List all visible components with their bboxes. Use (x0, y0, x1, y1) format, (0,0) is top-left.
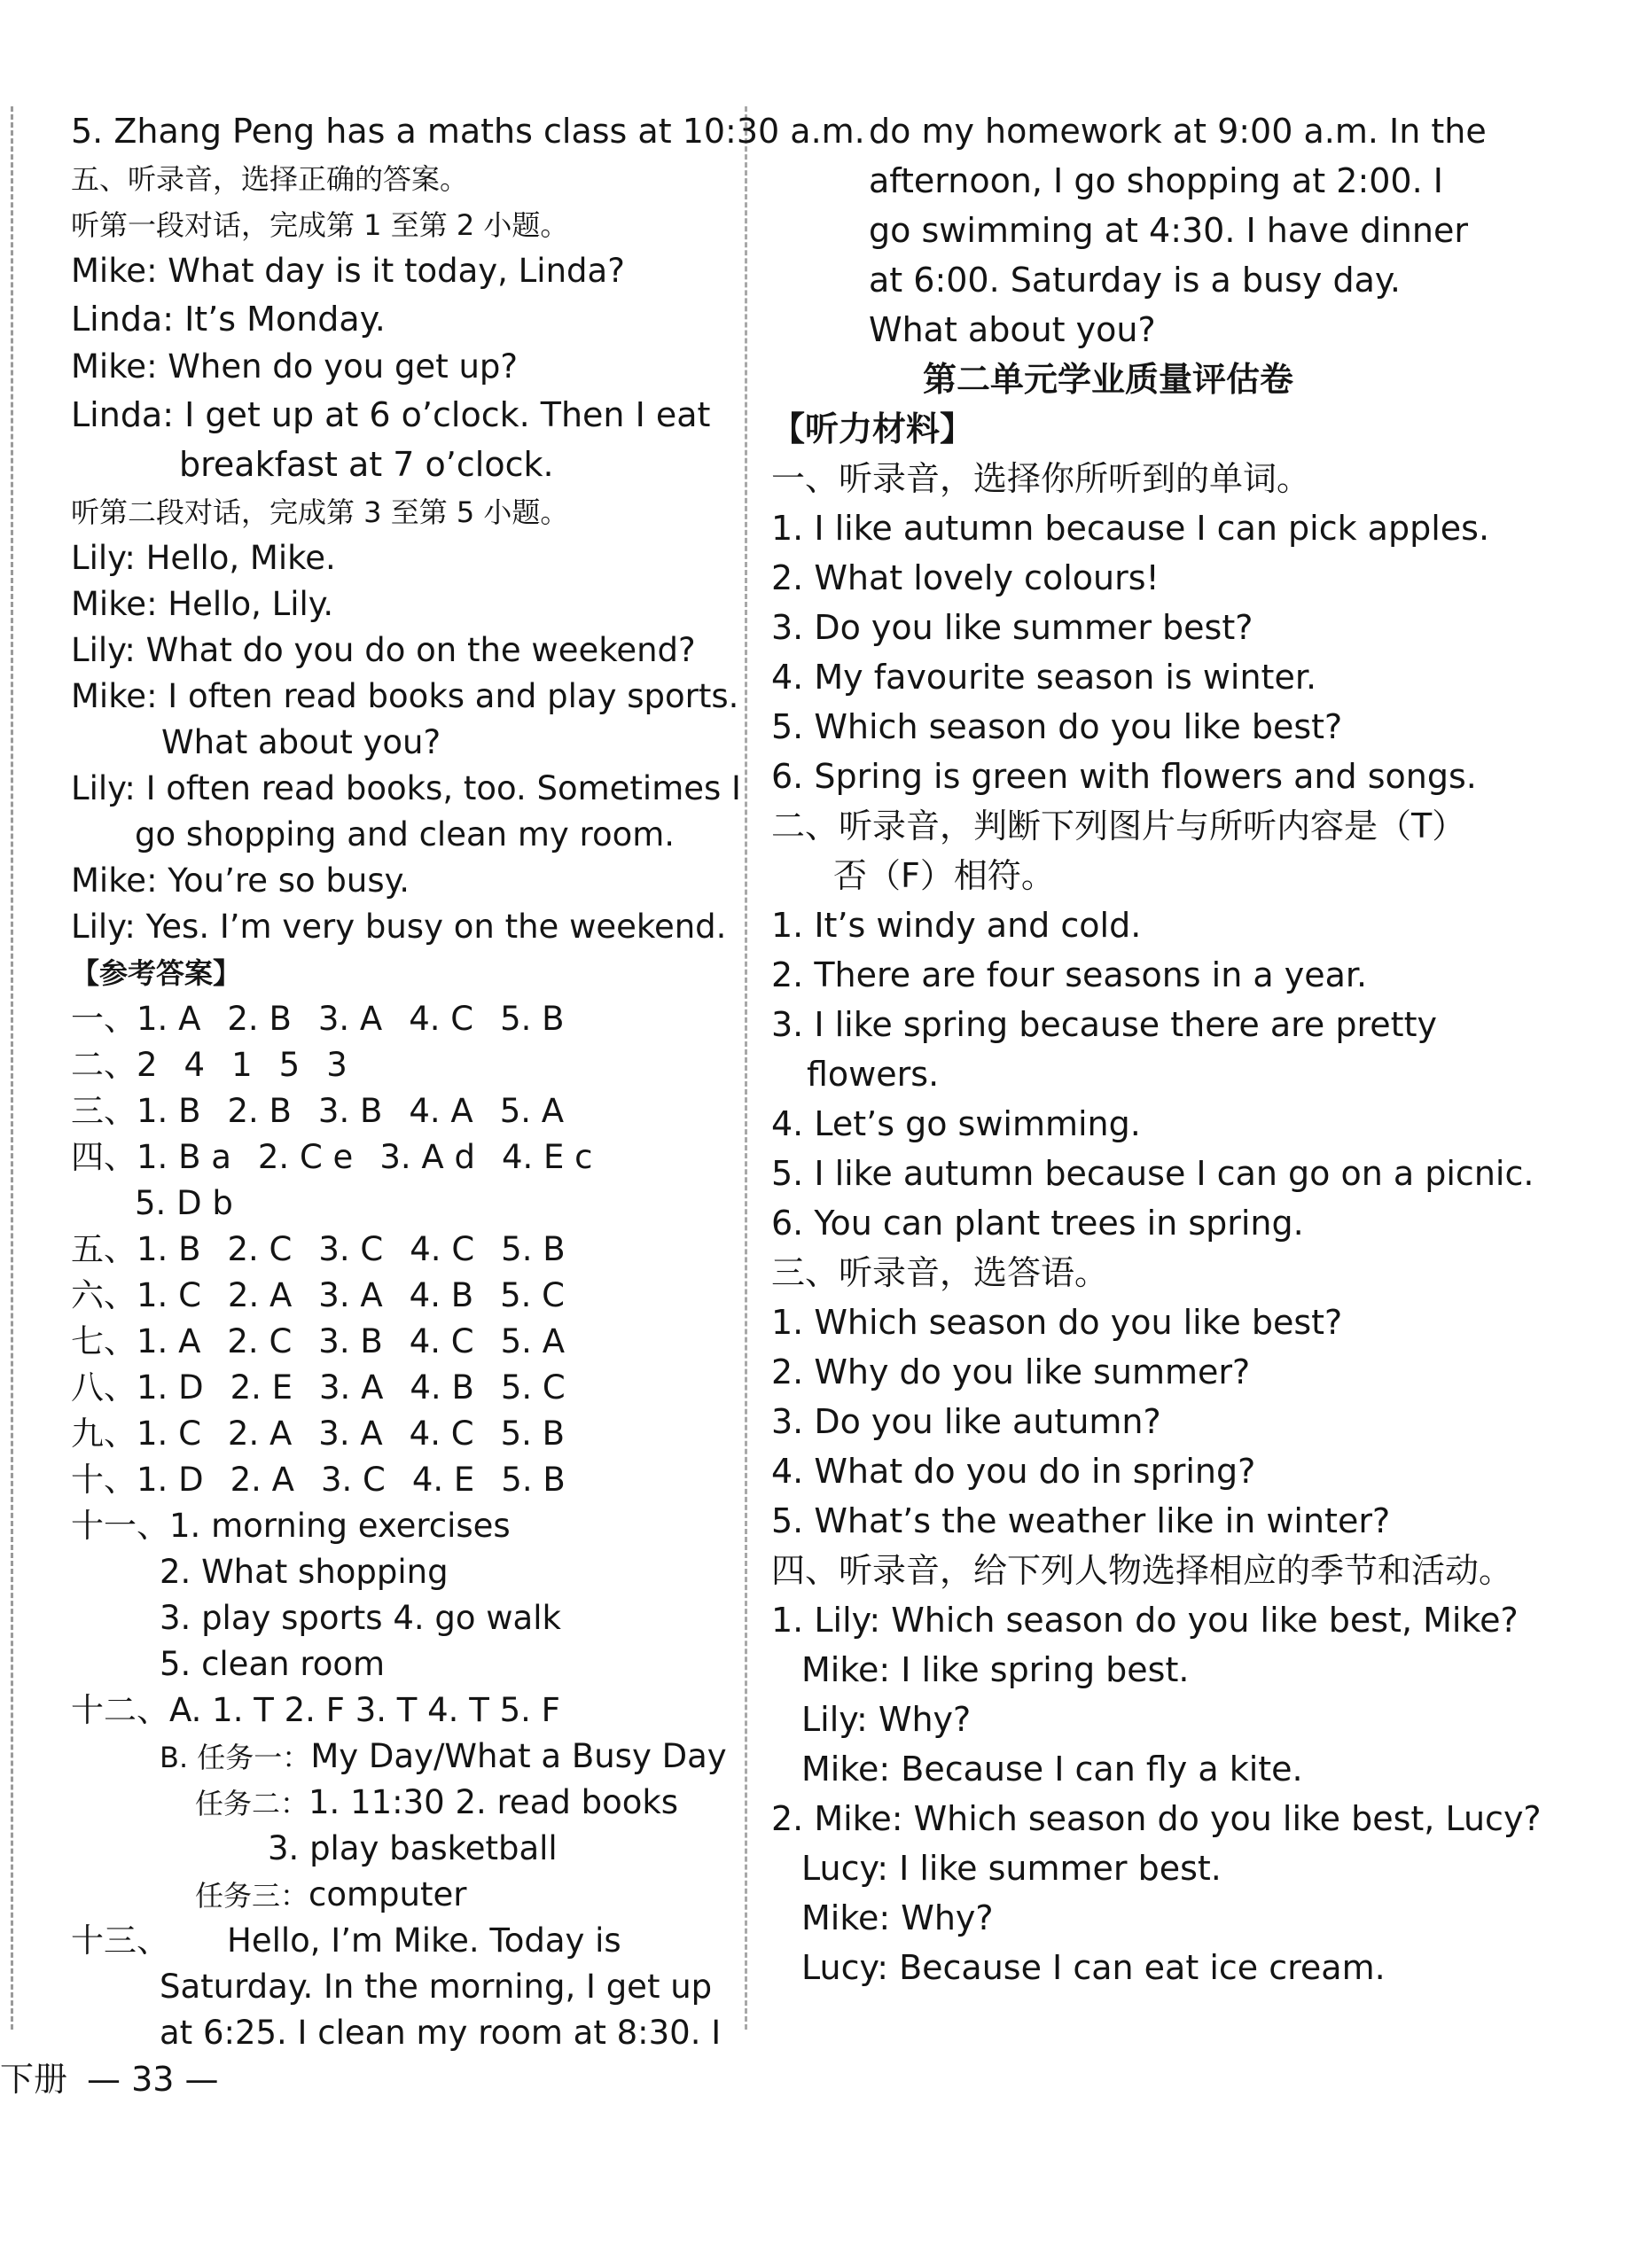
answer-item: 5. C (500, 1368, 566, 1407)
answer-item: 5. B (501, 1461, 566, 1499)
listening-item: 4. My favourite season is winter. (771, 658, 1317, 697)
answer-row (71, 1872, 736, 1918)
answer-item: 2. B (227, 1092, 292, 1130)
answer-item: 3 (326, 1046, 348, 1084)
answer-text: 2. What shopping (160, 1553, 449, 1591)
section-heading: 四、听录音，给下列人物选择相应的季节和活动。 (771, 1551, 1513, 1590)
listening-item: 1. It’s windy and cold. (771, 906, 1142, 945)
answer-label: 四、 (71, 1138, 137, 1176)
answer-label: 六、 (71, 1276, 137, 1314)
answer-item: 2. A (227, 1276, 293, 1314)
essay-line: afternoon, I go shopping at 2:00. I (869, 161, 1443, 200)
answer-label: 二、 (71, 1046, 137, 1084)
listening-item: flowers. (807, 1055, 940, 1094)
answer-item: 2. C (227, 1230, 293, 1268)
answer-item: 3. C (318, 1230, 384, 1268)
answer-label: 八、 (71, 1368, 137, 1407)
answer-text: 1. morning exercises (169, 1507, 511, 1545)
answer-label: 九、 (71, 1415, 137, 1453)
task-answer: 1. 11:30 2. read books (308, 1783, 679, 1821)
dialogue-line: go shopping and clean my room. (135, 815, 676, 853)
answer-item: 4. B (410, 1368, 474, 1407)
listening-item: 2. What lovely colours! (771, 558, 1160, 597)
essay-line: at 6:25. I clean my room at 8:30. I (160, 2014, 722, 2052)
dialogue-line: Lily: I often read books, too. Sometimes I (71, 769, 741, 807)
answers-heading: 【参考答案】 (71, 956, 242, 990)
answer-label: 十一、 (71, 1507, 169, 1545)
answer-item: 3. A (318, 1276, 383, 1314)
answer-item: 3. B (318, 1322, 383, 1360)
answer-item: 3. A (318, 1415, 383, 1453)
answer-item: 5 (278, 1046, 301, 1084)
dialogue-line: Mike: What day is it today, Linda? (71, 252, 625, 290)
dialogue-line: Lily: Yes. I’m very busy on the weekend. (71, 908, 727, 946)
essay-line: do my homework at 9:00 a.m. In the (869, 112, 1487, 151)
answer-row (71, 1411, 736, 1457)
answer-item: 2. A (230, 1461, 294, 1499)
answer-row (71, 1273, 736, 1319)
dialogue-intro: 听第二段对话，完成第 3 至第 5 小题。 (71, 495, 569, 529)
answer-item: 3. B (317, 1092, 383, 1130)
answer-row (71, 1687, 736, 1734)
book-label: 下册 (0, 2060, 68, 2099)
listening-item: 1. Which season do you like best? (771, 1303, 1343, 1342)
listening-item: 1. I like autumn because I can pick apples. (771, 509, 1490, 548)
answer-item: 3. A (317, 1000, 383, 1038)
answer-label: 十三、 (71, 1921, 169, 1960)
answer-item: 2. A (227, 1415, 293, 1453)
dialogue-line: Lucy: Because I can eat ice cream. (801, 1948, 1386, 1987)
essay-line: Saturday. In the morning, I get up (160, 1968, 713, 2006)
task-answer: computer (308, 1875, 467, 1913)
answer-item: 5. B (500, 1415, 566, 1453)
dialogue-line: What about you? (161, 723, 441, 761)
answer-item: 1. C (137, 1415, 201, 1453)
dialogue-line: Mike: I often read books and play sports. (71, 677, 739, 715)
essay-line: What about you? (869, 310, 1156, 349)
answer-item: 1. B (137, 1092, 201, 1130)
answer-item: 5. D b (135, 1184, 233, 1222)
task-answer: 3. play basketball (268, 1829, 558, 1867)
page-footer (0, 2054, 238, 2104)
essay-line: at 6:00. Saturday is a busy day. (869, 261, 1402, 300)
answer-text: 3. play sports 4. go walk (160, 1599, 561, 1637)
answer-label: 七、 (71, 1322, 137, 1360)
answer-item: 4. C (409, 1322, 474, 1360)
answer-item: 2 (137, 1046, 158, 1084)
answer-item: 5. B (500, 1000, 565, 1038)
listening-item: 3. Do you like autumn? (771, 1402, 1161, 1441)
listening-item: 2. There are four seasons in a year. (771, 955, 1368, 994)
answer-row (71, 1457, 736, 1503)
binding-cut-line (11, 106, 13, 2030)
right-column (771, 106, 1542, 1992)
answer-row (71, 1181, 736, 1227)
page-number: — 33 — (87, 2060, 219, 2099)
answer-row (71, 1503, 736, 1549)
answer-item: 5. A (500, 1322, 566, 1360)
answer-row (71, 1134, 736, 1181)
answer-row (71, 1319, 736, 1365)
section-heading: 二、听录音，判断下列图片与所听内容是（T） (771, 807, 1466, 846)
dialogue-line: Mike: You’re so busy. (71, 861, 410, 900)
dialogue-line: Mike: Hello, Lily. (71, 585, 334, 623)
answer-label: 十、 (71, 1461, 137, 1499)
answer-item: 1. D (137, 1368, 204, 1407)
task-label: 任务二： (195, 1787, 309, 1820)
essay-line: Hello, I’m Mike. Today is (227, 1921, 621, 1960)
answer-item: 3. C (320, 1461, 386, 1499)
answer-item: 4. B (409, 1276, 474, 1314)
section-heading: 否（F）相符。 (833, 856, 1055, 895)
answer-item: 5. C (500, 1276, 566, 1314)
listening-item: 6. Spring is green with flowers and songs. (771, 757, 1477, 796)
answer-item: 1. A (137, 1000, 201, 1038)
dialogue-line: Mike: Because I can fly a kite. (801, 1750, 1303, 1789)
listening-item: 5. What’s the weather like in winter? (771, 1501, 1391, 1540)
answer-row (71, 1780, 736, 1826)
listening-item: 4. Let’s go swimming. (771, 1104, 1141, 1143)
answer-row (71, 1365, 736, 1411)
answer-item: 1. A (137, 1322, 201, 1360)
dialogue-line: Lucy: I like summer best. (801, 1849, 1222, 1888)
dialogue-line: 1. Lily: Which season do you like best, Mike? (771, 1601, 1519, 1640)
answer-item: 4. C (409, 1000, 474, 1038)
answer-item: 1. B a (137, 1138, 231, 1176)
answer-item: 4. E c (501, 1138, 593, 1176)
answer-item: 3. A d (379, 1138, 475, 1176)
left-column (71, 106, 865, 2056)
answer-text: A. 1. T 2. F 3. T 4. T 5. F (169, 1691, 560, 1729)
answer-item: 4 (184, 1046, 206, 1084)
unit-title: 第二单元学业质量评估卷 (922, 360, 1293, 399)
answer-item: 1. B (137, 1230, 201, 1268)
listening-item: 5. I like autumn because I can go on a picnic. (771, 1154, 1535, 1193)
answer-item: 2. C e (257, 1138, 354, 1176)
answer-row (71, 1734, 736, 1780)
answer-row (71, 1918, 736, 1964)
answer-item: 2. E (230, 1368, 293, 1407)
dialogue-line: Mike: I like spring best. (801, 1650, 1190, 1689)
task-label: B. 任务一： (160, 1741, 311, 1774)
answer-row (71, 1042, 736, 1088)
listening-heading: 【听力材料】 (771, 409, 974, 448)
answer-item: 5. A (499, 1092, 565, 1130)
answer-item: 4. E (411, 1461, 475, 1499)
listening-item: 5. Which season do you like best? (771, 707, 1343, 746)
dialogue-line: Lily: What do you do on the weekend? (71, 631, 696, 669)
answer-item: 4. A (409, 1092, 473, 1130)
listening-item: 4. What do you do in spring? (771, 1452, 1256, 1491)
dialogue-line: Linda: It’s Monday. (71, 300, 386, 339)
answer-label: 一、 (71, 1000, 137, 1038)
answer-label: 三、 (71, 1092, 137, 1130)
listening-item: 2. Why do you like summer? (771, 1352, 1251, 1391)
section-heading: 三、听录音，选答语。 (771, 1253, 1109, 1292)
task-answer: My Day/What a Busy Day (310, 1737, 727, 1775)
answer-item: 3. A (319, 1368, 384, 1407)
answer-text: 5. clean room (160, 1645, 386, 1683)
dialogue-line: Mike: Why? (801, 1898, 994, 1937)
dialogue-line: 2. Mike: Which season do you like best, Lucy? (771, 1799, 1542, 1838)
dialogue-intro: 听第一段对话，完成第 1 至第 2 小题。 (71, 208, 569, 242)
listening-item: 3. Do you like summer best? (771, 608, 1253, 647)
dialogue-line: Linda: I get up at 6 o’clock. Then I eat (71, 395, 711, 434)
essay-line: go swimming at 4:30. I have dinner (869, 211, 1468, 250)
answer-row (71, 996, 736, 1042)
answer-key (71, 996, 736, 1503)
section-heading: 五、听录音，选择正确的答案。 (71, 162, 469, 196)
answer-item: 1. D (137, 1461, 204, 1499)
answer-item: 4. C (410, 1230, 475, 1268)
listening-item: 6. You can plant trees in spring. (771, 1204, 1304, 1243)
task-label: 任务三： (195, 1879, 309, 1913)
answer-item: 1 (231, 1046, 253, 1084)
answer-item: 5. B (501, 1230, 566, 1268)
dialogue-line: Lily: Why? (801, 1700, 972, 1739)
answer-item: 1. C (137, 1276, 201, 1314)
section-heading: 一、听录音，选择你所听到的单词。 (771, 459, 1311, 498)
dialogue-line: breakfast at 7 o’clock. (179, 445, 554, 484)
answer-item: 4. C (409, 1415, 474, 1453)
listening-item: 3. I like spring because there are pretty (771, 1005, 1437, 1044)
answer-row (71, 1088, 736, 1134)
dialogue-line: Mike: When do you get up? (71, 347, 519, 386)
column-divider (745, 106, 747, 2030)
answer-row (71, 1227, 736, 1273)
dialogue-line: Lily: Hello, Mike. (71, 539, 336, 577)
answer-label: 五、 (71, 1230, 137, 1268)
text-line: 5. Zhang Peng has a maths class at 10:30 a.m. (71, 112, 865, 151)
answer-label: 十二、 (71, 1691, 169, 1729)
answer-item: 2. B (227, 1000, 292, 1038)
answer-item: 2. C (227, 1322, 293, 1360)
